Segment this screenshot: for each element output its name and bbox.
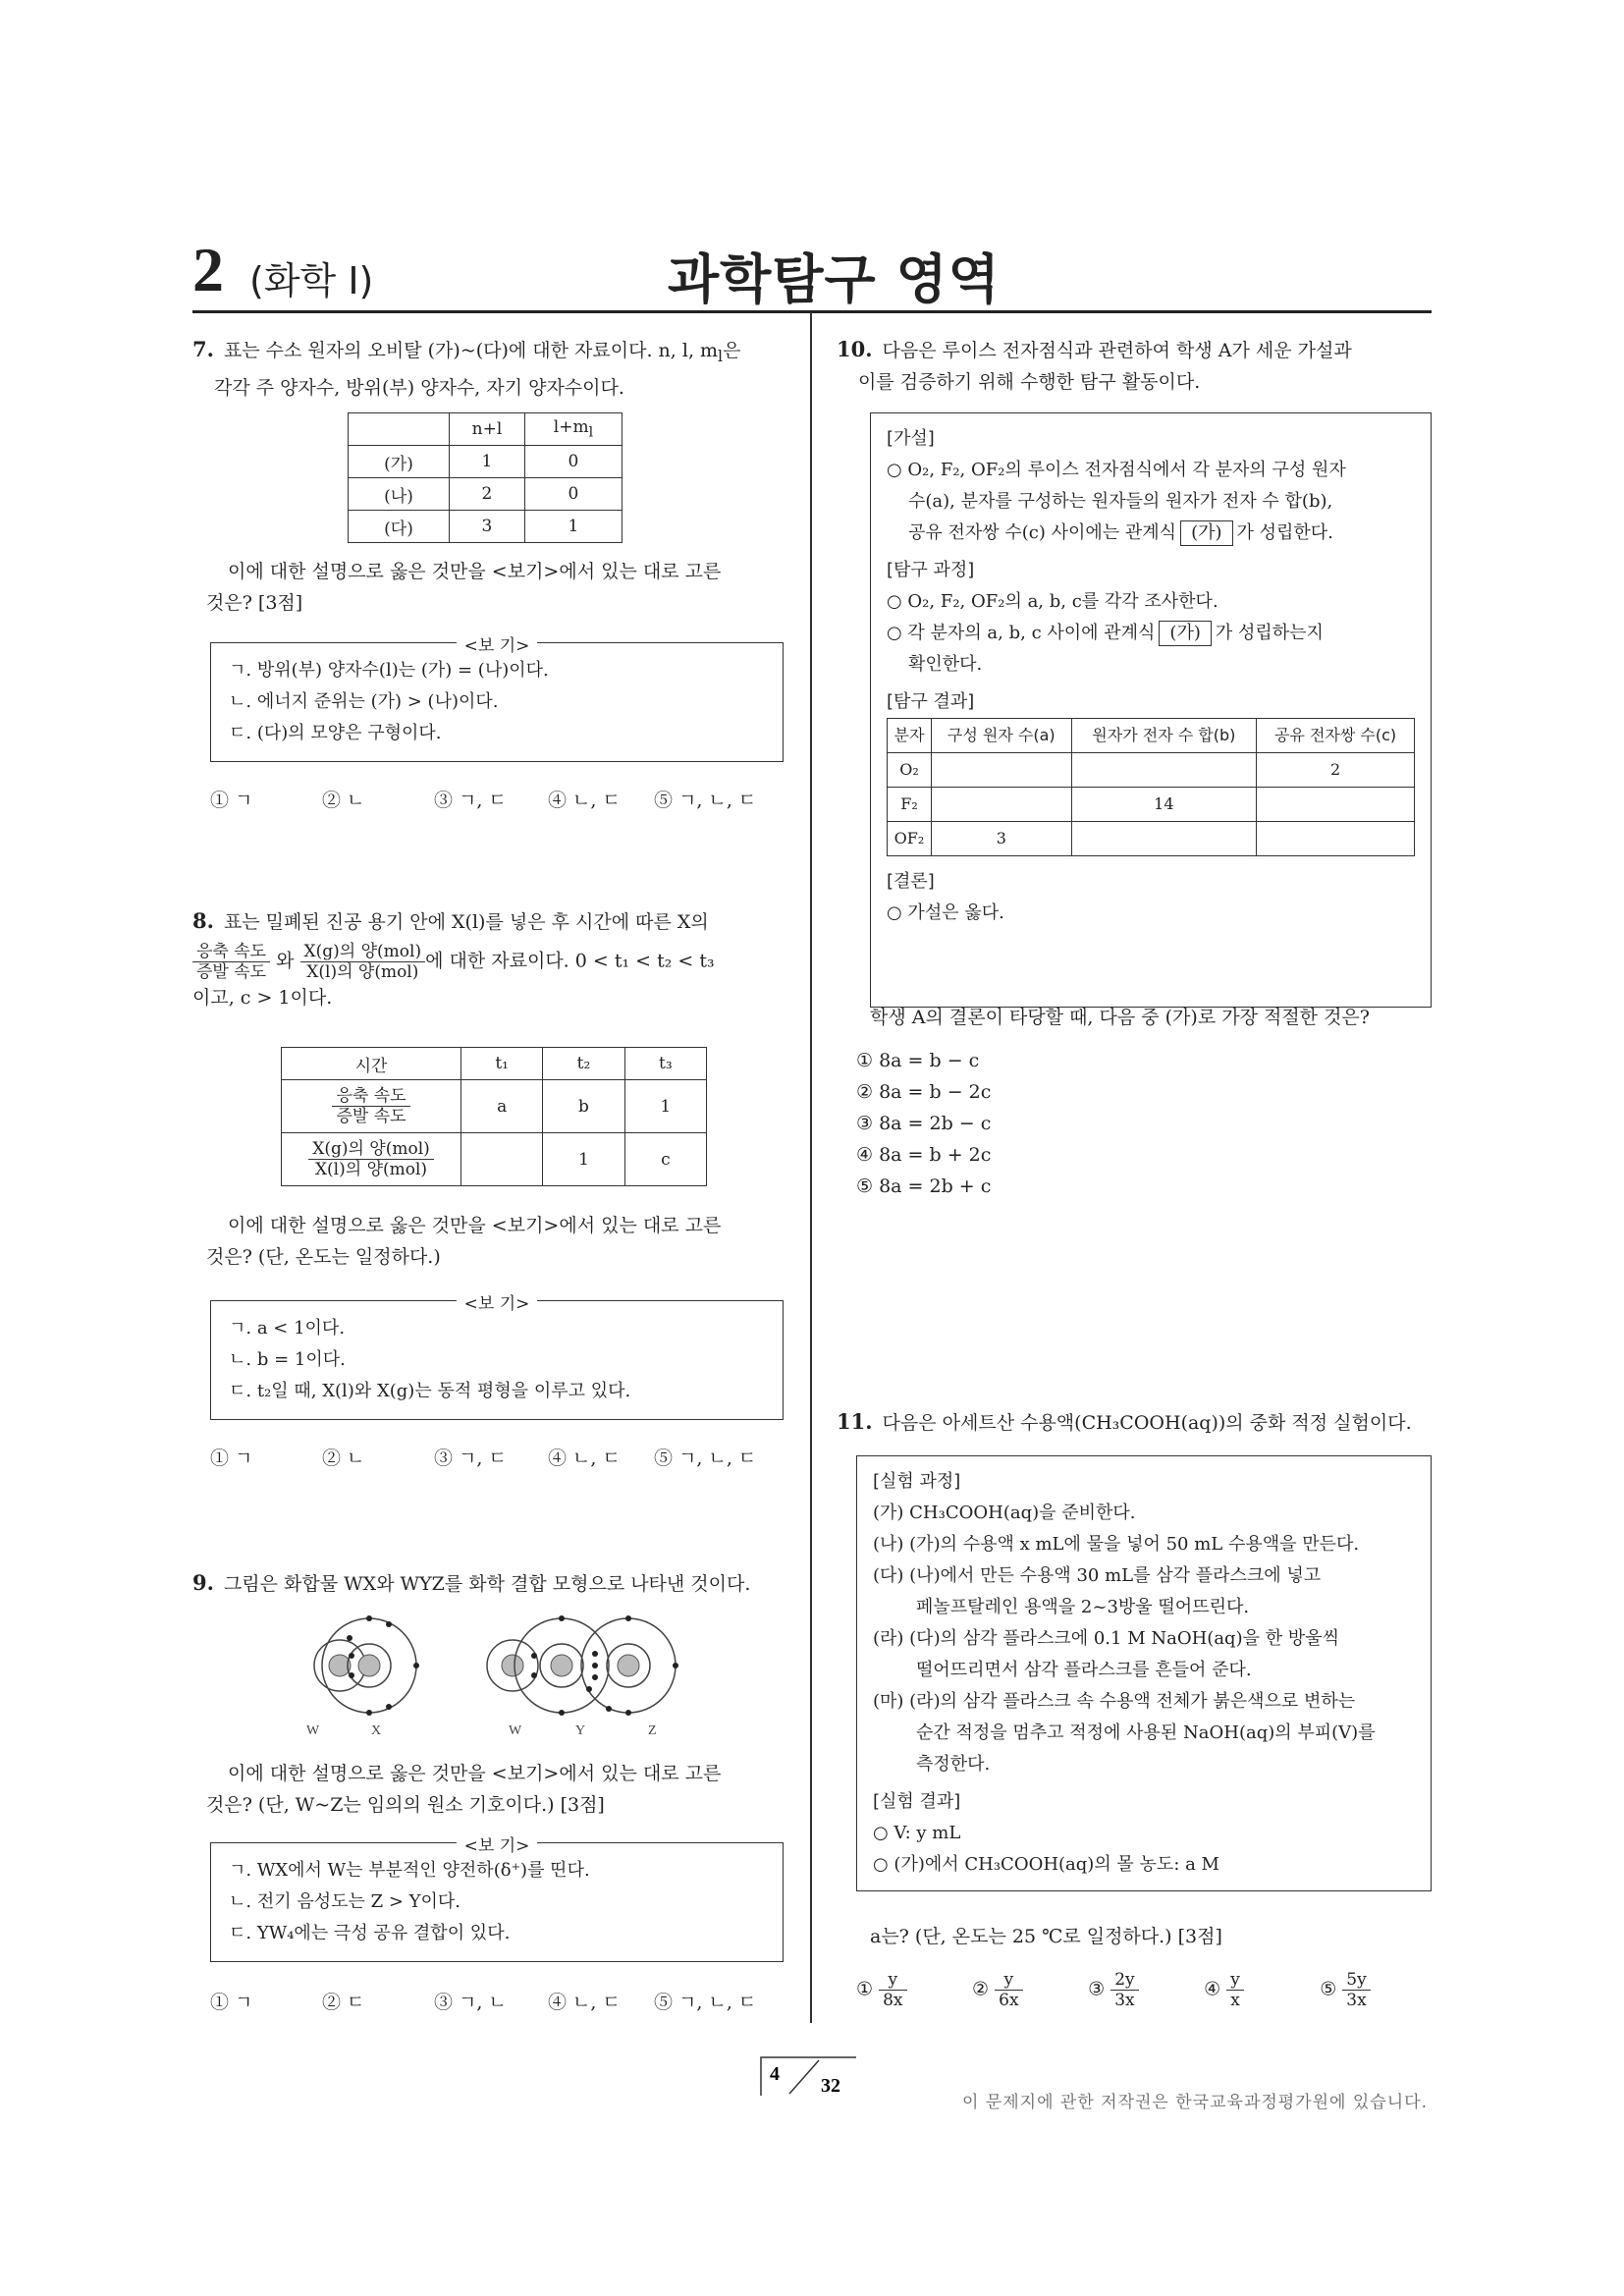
q7-bogi-box: <보 기> ㄱ. 방위(부) 양자수(l)는 (가) = (나)이다. ㄴ. 에너지 준위는 (가) > (나)이다. ㄷ. (다)의 모양은 구형이다. bbox=[210, 642, 784, 762]
choice-1[interactable]: ① ㄱ bbox=[210, 790, 253, 811]
column-divider bbox=[810, 312, 812, 2023]
wx-model bbox=[314, 1615, 419, 1716]
wyz-model bbox=[487, 1615, 678, 1716]
question-8: 8. 표는 밀폐된 진공 용기 안에 X(l)를 넣은 후 시간에 따른 X의 $\frac{\text{응축 속도}}{\text{증발 속도}}$ 와 $\frac{\text{X(g)의 양(mol)}}{\text{X(l)의 양(mol)}}$ 에 대한 자료이다. 0 < t₁ < t₂ < t₃ 이고, c > 1이다. bbox=[192, 908, 715, 1009]
question-10: 10. 다음은 루이스 전자점식과 관련하여 학생 A가 세운 가설과 이를 검증하기 위해 수행한 탐구 활동이다. bbox=[837, 337, 1352, 393]
choice-4[interactable]: ④ ㄴ, ㄷ bbox=[548, 790, 621, 811]
orbital-table: n+l $l+m_l$ (가) 1 0 (나) 2 0 (다) 3 1 bbox=[348, 412, 623, 543]
blank-ga: (가) bbox=[1180, 520, 1232, 546]
q9-prompt: 이에 대한 설명으로 옳은 것만을 <보기>에서 있는 대로 고른 것은? (단, W~Z는 임의의 원소 기호이다.) [3점] bbox=[206, 1763, 722, 1816]
atom-label-x: X bbox=[371, 1723, 382, 1738]
atom-label-w2: W bbox=[509, 1723, 522, 1738]
bonding-model-diagram bbox=[285, 1611, 697, 1738]
choice-2[interactable]: ② ㄴ bbox=[322, 790, 365, 811]
q7-choices bbox=[210, 786, 799, 812]
q7-prompt: 이에 대한 설명으로 옳은 것만을 <보기>에서 있는 대로 고른 것은? [3점] bbox=[206, 561, 722, 614]
q11-experiment-box: [실험 과정] (가) CH₃COOH(aq)을 준비한다. (나) (가)의 수용액 x mL에 물을 넣어 50 mL 수용액을 만든다. (다) (나)에서 만든 수용액 30 mL를 삼각 플라스크에 넣고 페놀프탈레인 용액을 2~3방울 떨어뜨린다. (라) (다)의 삼각 플라스크에 0.1 M NaOH(aq)을 한 방울씩 떨어뜨리면서 삼각 플라스크를 흔들어 준다. (마) (라)의 삼각 플라스크 속 수용액 전체가 붉은색으로 변하는 순간 적정을 멈추고 적정에 사용된 NaOH(aq)의 부피(V)를 측정한다. [실험 결과] ○ V: y mL ○ (가)에서 CH₃COOH(aq)의 몰 농도: a M bbox=[856, 1455, 1432, 1891]
q11-choices: ① $\frac{y}{8x}$ ② $\frac{y}{6x}$ ③ $\frac{2y}{3x}$ ④ $\frac{y}{x}$ ⑤ $\frac{5y}{3x}$ bbox=[856, 1970, 1426, 2010]
question-7: 7. 표는 수소 원자의 오비탈 (가)~(다)에 대한 자료이다. n, l, $m_l$은 각각 주 양자수, 방위(부) 양자수, 자기 양자수이다. bbox=[192, 337, 741, 399]
question-11: 11. 다음은 아세트산 수용액(CH₃COOH(aq))의 중화 적정 실험이다. bbox=[837, 1409, 1412, 1434]
q11-prompt: a는? (단, 온도는 25 ℃로 일정하다.) [3점] bbox=[870, 1926, 1222, 1947]
svg-text:32: 32 bbox=[821, 2075, 840, 2096]
atom-label-z: Z bbox=[648, 1723, 657, 1738]
q8-choices: ① ㄱ ② ㄴ ③ ㄱ, ㄷ ④ ㄴ, ㄷ ⑤ ㄱ, ㄴ, ㄷ bbox=[210, 1448, 757, 1469]
page-counter bbox=[760, 2056, 856, 2096]
q8-prompt: 이에 대한 설명으로 옳은 것만을 <보기>에서 있는 대로 고른 것은? (단, 온도는 일정하다.) bbox=[206, 1215, 722, 1268]
header-rule bbox=[192, 310, 1432, 313]
atom-label-w1: W bbox=[306, 1723, 320, 1738]
q9-bogi-box: <보 기> ㄱ. WX에서 W는 부분적인 양전하(δ⁺)를 띤다. ㄴ. 전기 음성도는 Z > Y이다. ㄷ. YW₄에는 극성 공유 결합이 있다. bbox=[210, 1842, 784, 1962]
choice-5[interactable]: ⑤ ㄱ, ㄴ, ㄷ bbox=[654, 790, 757, 811]
subject-label: (화학 I) bbox=[249, 259, 374, 302]
q9-choices: ① ㄱ ② ㄷ ③ ㄱ, ㄴ ④ ㄴ, ㄷ ⑤ ㄱ, ㄴ, ㄷ bbox=[210, 1992, 757, 2013]
page-number: 2 bbox=[192, 235, 224, 304]
q10-choices: ① 8a = b − c ② 8a = b − 2c ③ 8a = 2b − c ④ 8a = b + 2c ⑤ 8a = 2b + c bbox=[856, 1050, 992, 1197]
choice-3[interactable]: ③ ㄱ, ㄷ bbox=[434, 790, 507, 811]
time-table: 시간 t₁ t₂ t₃ $\frac{\text{응축 속도}}{\text{증발 속도}}$ a b 1 $\frac{\text{X(g)의 양(mol)}}{\text{X(l)의 양(mol)}}$ 1 c bbox=[281, 1047, 707, 1186]
q10-results-table: 분자 구성 원자 수(a) 원자가 전자 수 합(b) 공유 전자쌍 수(c) O₂ 2 F₂ 14 OF₂ 3 bbox=[887, 718, 1415, 856]
q10-inquiry-box: [가설] ○ O₂, F₂, OF₂의 루이스 전자점식에서 각 분자의 구성 원자 수(a), 분자를 구성하는 원자들의 원자가 전자 수 합(b), 공유 전자쌍 수(c) 사이에는 관계식 (가) 가 성립한다. [탐구 과정] ○ O₂, F₂, OF₂의 a, b, c를 각각 조사한다. ○ 각 분자의 a, b, c 사이에 관계식 (가) 가 성립하는지 확인한다. [탐구 결과] 분자 구성 원자 수(a) 원자가 전자 수 합(b) 공유 전자쌍 수(c) O₂ 2 F₂ 14 OF₂ 3 [결론] ○ 가설은 옳다. bbox=[870, 412, 1432, 1008]
question-number: 7. bbox=[192, 337, 214, 361]
copyright-notice: 이 문제지에 관한 저작권은 한국교육과정평가원에 있습니다. bbox=[962, 2093, 1428, 2112]
page-title: 과학탐구 영역 bbox=[668, 248, 1001, 310]
atom-label-y: Y bbox=[575, 1723, 586, 1738]
q10-prompt: 학생 A의 결론이 타당할 때, 다음 중 (가)로 가장 적절한 것은? bbox=[870, 1007, 1370, 1028]
q8-bogi-box: <보 기> ㄱ. a < 1이다. ㄴ. b = 1이다. ㄷ. t₂일 때, X(l)와 X(g)는 동적 평형을 이루고 있다. bbox=[210, 1300, 784, 1420]
svg-text:4: 4 bbox=[770, 2063, 780, 2085]
question-9: 9. 그림은 화합물 WX와 WYZ를 화학 결합 모형으로 나타낸 것이다. bbox=[192, 1570, 751, 1595]
